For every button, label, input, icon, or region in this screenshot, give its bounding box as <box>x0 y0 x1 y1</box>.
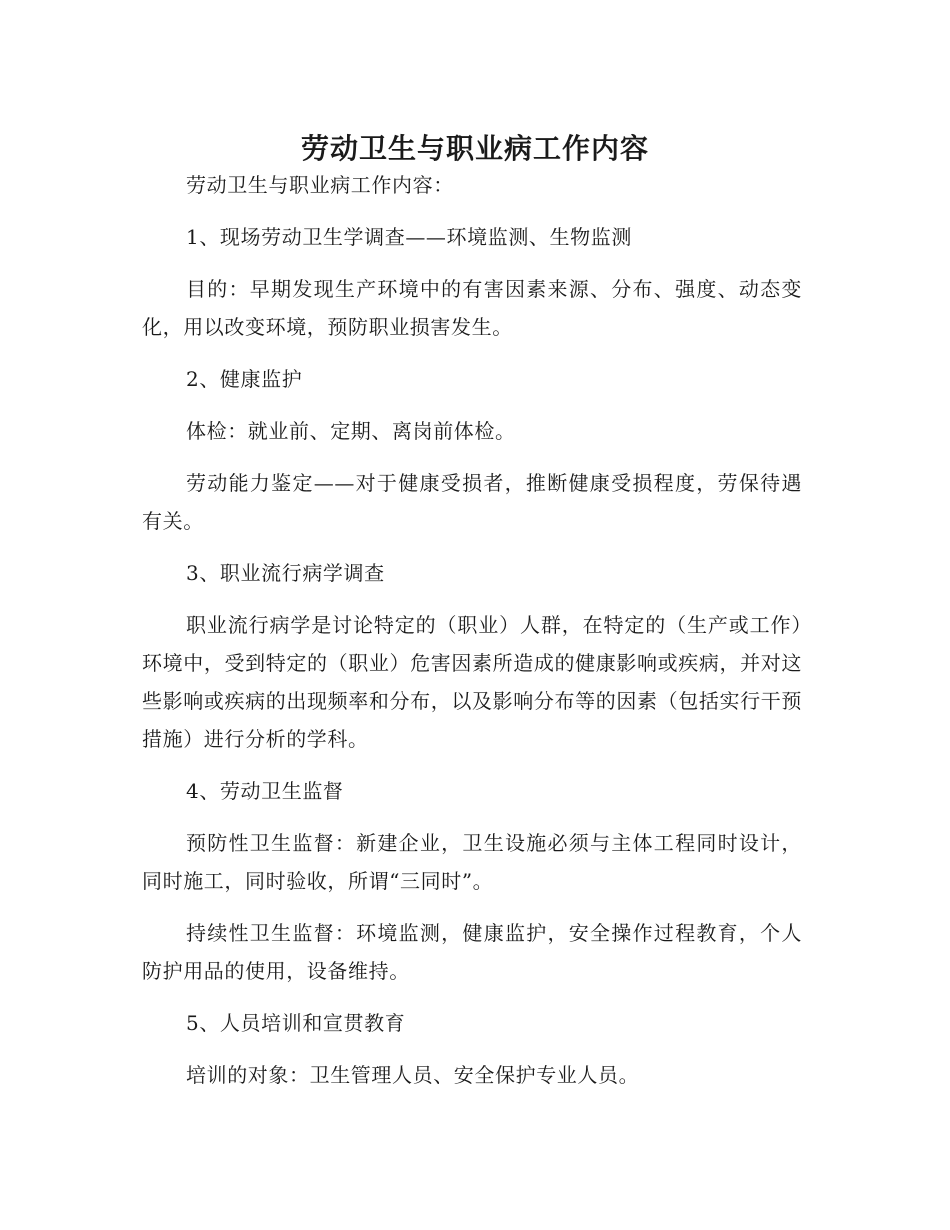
paragraph-training-targets: 培训的对象：卫生管理人员、安全保护专业人员。 <box>186 1063 640 1087</box>
paragraph-preventive-supervision: 预防性卫生监督：新建企业，卫生设施必须与主体工程同时设计，同时施工，同时验收，所谓“三同时”。 <box>142 831 802 893</box>
paragraph-physical-exam: 体检：就业前、定期、离岗前体检。 <box>186 419 516 443</box>
document-body <box>142 166 802 1108</box>
paragraph-work-ability: 劳动能力鉴定——对于健康受损者，推断健康受损程度，劳保待遇有关。 <box>142 471 802 533</box>
section-heading-5: 5、人员培训和宣贯教育 <box>186 1011 406 1035</box>
section-heading-3: 3、职业流行病学调查 <box>186 561 385 585</box>
paragraph-epidemiology: 职业流行病学是讨论特定的（职业）人群，在特定的（生产或工作）环境中，受到特定的（职业）危害因素所造成的健康影响或疾病，并对这些影响或疾病的出现频率和分布，以及影响分布等的因素（包括实行干预措施）进行分析的学科。 <box>142 613 802 751</box>
section-heading-4: 4、劳动卫生监督 <box>186 779 344 803</box>
paragraph-purpose: 目的：早期发现生产环境中的有害因素来源、分布、强度、动态变化，用以改变环境，预防职业损害发生。 <box>142 277 802 339</box>
paragraph-intro: 劳动卫生与职业病工作内容： <box>186 173 454 197</box>
section-heading-2: 2、健康监护 <box>186 367 303 391</box>
page-title: 劳动卫生与职业病工作内容 <box>300 131 649 165</box>
paragraph-ongoing-supervision: 持续性卫生监督：环境监测，健康监护，安全操作过程教育，个人防护用品的使用，设备维持。 <box>142 921 802 983</box>
section-heading-1: 1、现场劳动卫生学调查——环境监测、生物监测 <box>186 225 632 249</box>
